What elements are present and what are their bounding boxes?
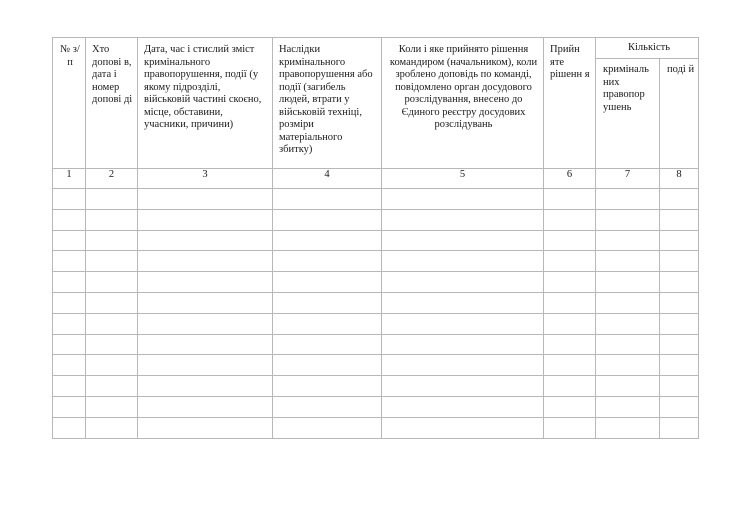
table-cell	[660, 292, 699, 313]
column-number-8: 8	[660, 169, 699, 189]
table-cell	[273, 292, 382, 313]
table-cell	[138, 334, 273, 355]
subheader-events: поді й	[660, 59, 699, 169]
table-cell	[660, 230, 699, 251]
table-cell	[138, 396, 273, 417]
table-row	[53, 272, 699, 293]
table-cell	[138, 313, 273, 334]
table-cell	[382, 189, 544, 210]
register-sheet	[52, 37, 699, 439]
table-cell	[382, 334, 544, 355]
table-cell	[382, 376, 544, 397]
table-row	[53, 334, 699, 355]
table-cell	[86, 355, 138, 376]
table-cell	[596, 334, 660, 355]
column-number-7: 7	[596, 169, 660, 189]
table-cell	[544, 376, 596, 397]
header-consequences: Наслідки кримінального правопорушення або події (загибель людей, втрати у військовій техніці, розміри матеріального збитку)	[273, 38, 382, 169]
table-cell	[382, 292, 544, 313]
table-cell	[660, 355, 699, 376]
table-cell	[544, 251, 596, 272]
table-cell	[382, 230, 544, 251]
table-cell	[544, 313, 596, 334]
table-cell	[544, 230, 596, 251]
table-cell	[53, 230, 86, 251]
table-cell	[273, 272, 382, 293]
table-cell	[660, 313, 699, 334]
table-cell	[138, 417, 273, 438]
table-cell	[86, 313, 138, 334]
table-cell	[596, 251, 660, 272]
table-cell	[596, 189, 660, 210]
table-cell	[660, 251, 699, 272]
header-incident-summary: Дата, час і стислий зміст кримінального правопорушення, події (у якому підрозділі, військовій частині скоєно, місце, обставини, учасники, причини)	[138, 38, 273, 169]
header-row	[53, 38, 699, 59]
table-cell	[596, 292, 660, 313]
column-number-6: 6	[544, 169, 596, 189]
table-cell	[596, 313, 660, 334]
table-cell	[544, 209, 596, 230]
incident-register-table	[52, 37, 699, 439]
table-cell	[53, 189, 86, 210]
table-cell	[53, 313, 86, 334]
table-cell	[382, 251, 544, 272]
column-number-5: 5	[382, 169, 544, 189]
table-cell	[273, 251, 382, 272]
table-cell	[660, 376, 699, 397]
table-row	[53, 417, 699, 438]
table-cell	[660, 272, 699, 293]
table-row	[53, 209, 699, 230]
table-cell	[53, 251, 86, 272]
header-reported-by: Хто допові в, дата і номер допові ді	[86, 38, 138, 169]
table-cell	[86, 251, 138, 272]
table-cell	[382, 417, 544, 438]
table-cell	[273, 209, 382, 230]
table-cell	[596, 209, 660, 230]
table-cell	[138, 189, 273, 210]
table-row	[53, 376, 699, 397]
table-cell	[382, 396, 544, 417]
table-cell	[86, 272, 138, 293]
header-decision-taken: Прийн яте рішенн я	[544, 38, 596, 169]
table-cell	[273, 189, 382, 210]
header-quantity: Кількість	[596, 38, 699, 59]
table-cell	[273, 230, 382, 251]
table-cell	[53, 272, 86, 293]
table-cell	[53, 334, 86, 355]
table-cell	[273, 313, 382, 334]
table-cell	[138, 251, 273, 272]
table-cell	[596, 355, 660, 376]
table-cell	[138, 355, 273, 376]
table-cell	[273, 334, 382, 355]
table-cell	[138, 230, 273, 251]
table-row	[53, 355, 699, 376]
table-cell	[53, 355, 86, 376]
table-cell	[544, 334, 596, 355]
table-cell	[596, 376, 660, 397]
table-row	[53, 292, 699, 313]
table-cell	[138, 272, 273, 293]
table-cell	[138, 376, 273, 397]
table-cell	[596, 396, 660, 417]
table-row	[53, 189, 699, 210]
table-cell	[596, 417, 660, 438]
table-cell	[53, 417, 86, 438]
table-cell	[660, 189, 699, 210]
table-cell	[86, 417, 138, 438]
table-cell	[382, 209, 544, 230]
table-cell	[86, 209, 138, 230]
table-cell	[660, 209, 699, 230]
table-cell	[382, 313, 544, 334]
header-commander-decision: Коли і яке прийнято рішення командиром (начальником), коли зроблено доповідь по команді, повідомлено орган досудового розслідування, внесено до Єдиного реєстру досудових розслідувань	[382, 38, 544, 169]
table-cell	[596, 272, 660, 293]
table-cell	[382, 272, 544, 293]
table-cell	[138, 292, 273, 313]
table-cell	[86, 334, 138, 355]
table-cell	[544, 355, 596, 376]
table-cell	[544, 417, 596, 438]
column-number-1: 1	[53, 169, 86, 189]
table-cell	[273, 355, 382, 376]
table-cell	[273, 376, 382, 397]
table-cell	[86, 189, 138, 210]
subheader-offenses: криміналь них правопор ушень	[596, 59, 660, 169]
table-cell	[544, 189, 596, 210]
table-row	[53, 396, 699, 417]
table-cell	[86, 292, 138, 313]
table-cell	[138, 209, 273, 230]
column-number-2: 2	[86, 169, 138, 189]
table-row	[53, 313, 699, 334]
table-row	[53, 230, 699, 251]
table-cell	[53, 376, 86, 397]
table-cell	[660, 417, 699, 438]
column-number-row	[53, 169, 699, 189]
table-cell	[53, 292, 86, 313]
table-cell	[86, 396, 138, 417]
column-number-3: 3	[138, 169, 273, 189]
table-cell	[53, 209, 86, 230]
table-cell	[544, 292, 596, 313]
table-cell	[86, 230, 138, 251]
table-cell	[273, 396, 382, 417]
table-row	[53, 251, 699, 272]
table-cell	[660, 396, 699, 417]
header-number: № з/п	[53, 38, 86, 169]
table-cell	[596, 230, 660, 251]
table-cell	[86, 376, 138, 397]
table-cell	[382, 355, 544, 376]
column-number-4: 4	[273, 169, 382, 189]
table-cell	[53, 396, 86, 417]
table-cell	[273, 417, 382, 438]
table-cell	[660, 334, 699, 355]
table-cell	[544, 272, 596, 293]
table-cell	[544, 396, 596, 417]
